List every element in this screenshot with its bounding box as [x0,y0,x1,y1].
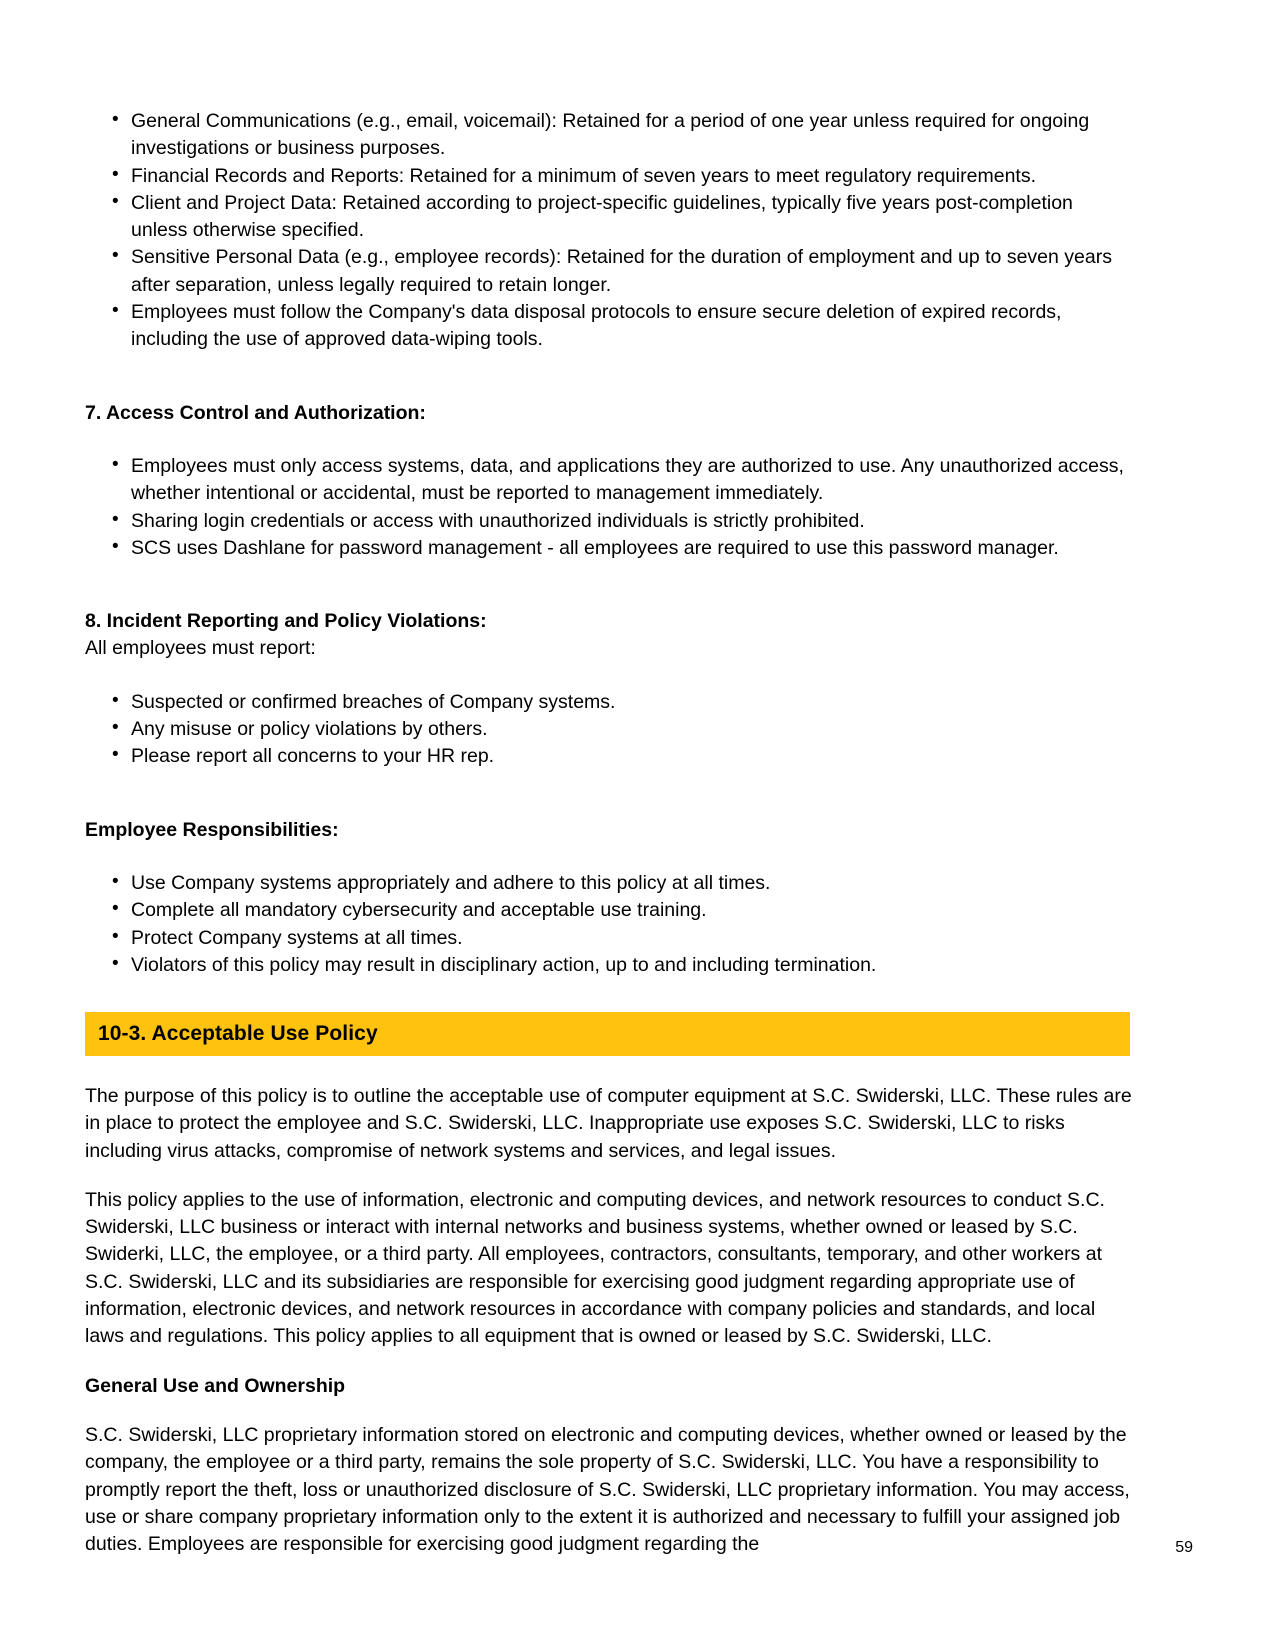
list-item: • General Communications (e.g., email, voicemail): Retained for a period of one year unless required for ongoing investigations or business purposes. [85,108,1130,163]
list-item: • Financial Records and Reports: Retained for a minimum of seven years to meet regulatory requirements. [85,163,1130,190]
spacer [85,427,1130,453]
list-item: • Sensitive Personal Data (e.g., employee records): Retained for the duration of employment and up to seven years after separation, unless legally required to retain longer. [85,244,1130,299]
list-item: • Please report all concerns to your HR rep. [85,743,1130,770]
list-item: • Protect Company systems at all times. [85,925,1130,952]
list-item: • Sharing login credentials or access with unauthorized individuals is strictly prohibited. [85,508,1130,535]
spacer [85,663,1130,689]
spacer [85,354,1130,400]
subsection-heading: General Use and Ownership [85,1374,346,1397]
section8-intro: All employees must report: [85,637,316,660]
page-title: 10-3. Acceptable Use Policy [98,1022,378,1045]
list-item: • Employees must follow the Company's data disposal protocols to ensure secure deletion of expired records, including the use of approved data-wiping tools. [85,299,1130,354]
spacer [85,844,1130,870]
section-heading-8: 8. Incident Reporting and Policy Violations: [85,610,487,633]
page-number: 59 [1175,1539,1193,1556]
list-item: • Any misuse or policy violations by others. [85,716,1130,743]
list-item: • Employees must only access systems, data, and applications they are authorized to use. Any unauthorized access, whether intentional or accidental, must be reported to management immediately. [85,453,1130,508]
section7-bullet-list [85,453,1130,562]
list-item: • Suspected or confirmed breaches of Company systems. [85,689,1130,716]
paragraph: S.C. Swiderski, LLC proprietary information stored on electronic and computing devices, whether owned or leased by the company, the employee or a third party, remains the sole property of S.C. Swiderski, LLC. You have a responsibility to promptly report the theft, loss or unauthorized disclosure of S.C. Swiderski, LLC proprietary information. You may access, use or share company proprietary information only to the extent it is authorized and necessary to fulfill your assigned job duties. Employees are responsible for exercising good judgment regarding the [85,1423,1130,1556]
spacer [85,562,1130,608]
list-item: • SCS uses Dashlane for password management - all employees are required to use this password manager. [85,535,1130,562]
acceptable-use-body [85,1083,1133,1580]
section8-bullet-list [85,689,1130,771]
spacer [85,771,1130,817]
list-item: • Complete all mandatory cybersecurity and acceptable use training. [85,897,1130,924]
list-item: • Use Company systems appropriately and adhere to this policy at all times. [85,870,1130,897]
employee-responsibilities-heading: Employee Responsibilities: [85,818,339,841]
paragraph: This policy applies to the use of information, electronic and computing devices, and network resources to conduct S.C. Swiderski, LLC business or interact with internal networks and business systems, whether owned or leased by S.C. Swiderki, LLC, the employee, or a third party. All employees, contractors, consultants, temporary, and other workers at S.C. Swiderski, LLC and its subsidiaries are responsible for exercising good judgment regarding appropriate use of information, electronic devices, and network resources in accordance with company policies and standards, and local laws and regulations. This policy applies to all equipment that is owned or leased by S.C. Swiderski, LLC. [85,1188,1105,1348]
retention-bullet-list [85,108,1130,354]
section-banner [85,1012,1130,1056]
paragraph: The purpose of this policy is to outline the acceptable use of computer equipment at S.C. Swiderski, LLC. These rules are in place to protect the employee and S.C. Swiderski, LLC. Inappropriate use exposes S.C. Swiderski, LLC to risks including virus attacks, compromise of network systems and services, and legal issues. [85,1085,1132,1162]
employee-responsibilities-bullet-list [85,870,1130,979]
section-heading-7: 7. Access Control and Authorization: [85,401,426,424]
list-item: • Violators of this policy may result in disciplinary action, up to and including termination. [85,952,1130,979]
list-item: • Client and Project Data: Retained according to project-specific guidelines, typically five years post-completion unless otherwise specified. [85,190,1130,245]
page-content [85,108,1130,979]
